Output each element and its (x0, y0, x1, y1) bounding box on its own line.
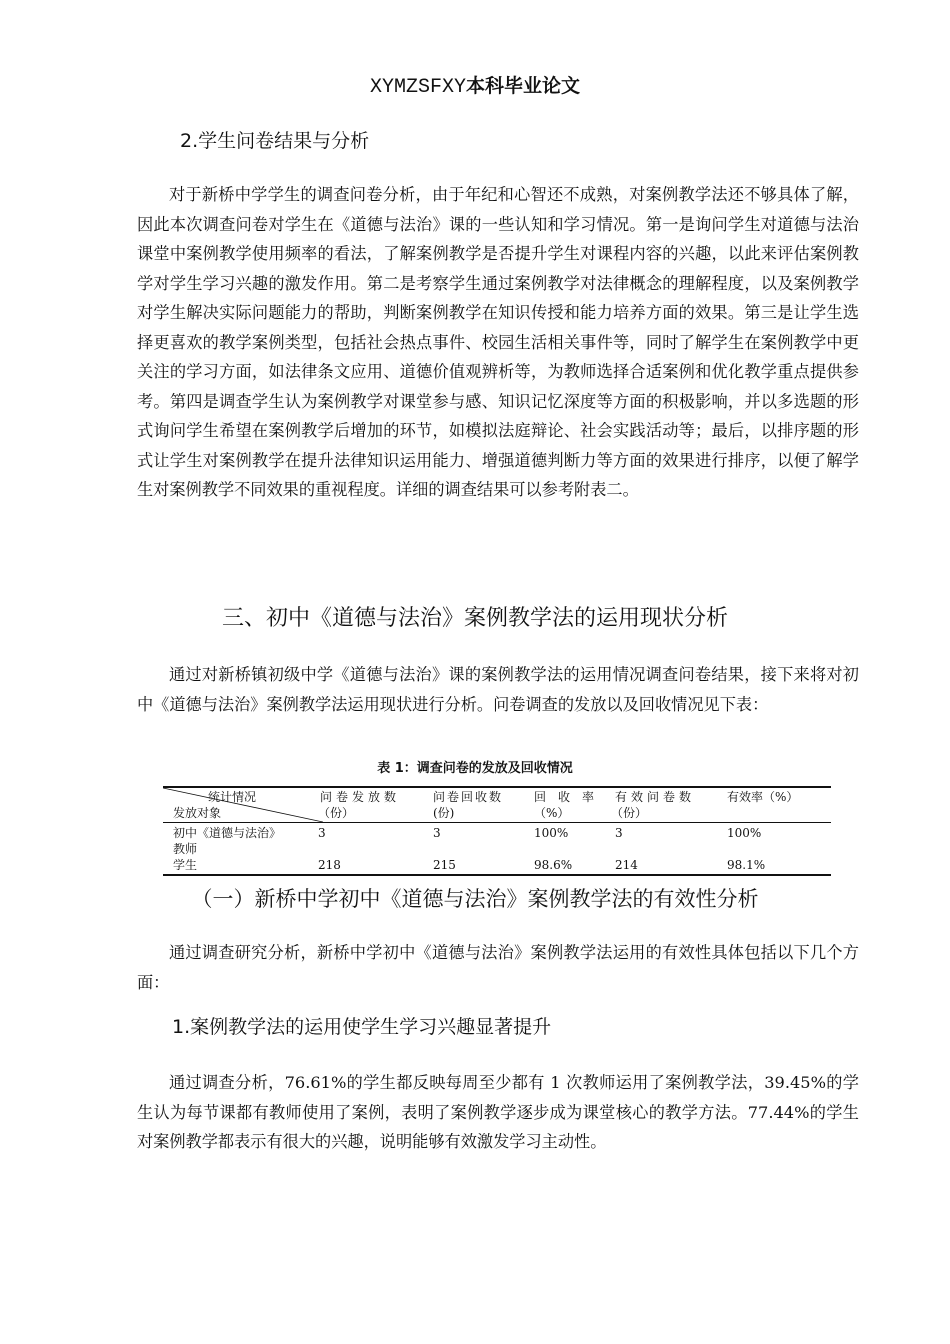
header-title: 本科毕业论文 (466, 75, 581, 97)
table1-caption: 表 1：调查问卷的发放及回收情况 (377, 761, 573, 776)
survey-table (163, 786, 831, 876)
row-teacher-label-2: 教师 (173, 842, 198, 856)
col-header-valid: 有效问卷数 (615, 790, 696, 804)
chapter3-paragraph: 通过对新桥镇初级中学《道德与法治》课的案例教学法的运用情况调查问卷结果，接下来将对初中《道德与法治》案例教学法运用现状进行分析。问卷调查的发放以及回收情况见下表： (137, 665, 859, 714)
col-header-return-rate-unit: （%） (534, 806, 570, 820)
table-cell: 3 (615, 826, 623, 840)
table-cell: 100% (727, 826, 762, 840)
point1-paragraph: 通过调查分析，76.61%的学生都反映每周至少都有 1 次教师运用了案例教学法，39.45%的学生认为每节课都有教师使用了案例，表明了案例教学逐步成为课堂核心的教学方法。77.44%的学生对案例教学都表示有很大的兴趣，说明能够有效激发学习主动性。 (137, 1073, 859, 1151)
table-cell: 3 (433, 826, 441, 840)
table-cell: 218 (318, 858, 341, 872)
table-cell: 215 (433, 858, 456, 872)
subsection1-heading: （一）新桥中学初中《道德与法治》案例教学法的有效性分析 (191, 887, 759, 911)
point1-heading: 1.案例教学法的运用使学生学习兴趣显著提升 (172, 1016, 552, 1038)
table-cell: 3 (318, 826, 326, 840)
col-header-returned: 问卷回收数 (433, 790, 504, 804)
row-teacher-label-1: 初中《道德与法治》 (173, 826, 282, 840)
col-header-issued: 问卷发放数 (320, 790, 401, 804)
corner-top-label: 统计情况 (208, 790, 257, 804)
page-header (0, 72, 950, 101)
table-cell: 214 (615, 858, 638, 872)
col-header-issued-unit: （份） (318, 806, 355, 820)
row-student-label: 学生 (173, 858, 198, 872)
table-header-rule (163, 822, 831, 823)
col-header-returned-unit: (份) (433, 806, 455, 820)
subsection1-paragraph: 通过调查研究分析，新桥中学初中《道德与法治》案例教学法运用的有效性具体包括以下几个方面： (137, 943, 859, 992)
header-latin: XYMZSFXY (369, 76, 466, 99)
table-cell: 100% (534, 826, 569, 840)
col-header-return-rate: 回 收 率 (534, 790, 595, 804)
student-section-heading: 2.学生问卷结果与分析 (180, 130, 370, 152)
chapter3-heading: 三、初中《道德与法治》案例教学法的运用现状分析 (221, 606, 728, 631)
col-header-valid-rate: 有效率（%） (727, 790, 799, 804)
table-cell: 98.6% (534, 858, 573, 872)
student-section-paragraph: 对于新桥中学学生的调查问卷分析，由于年纪和心智还不成熟，对案例教学法还不够具体了解，因此本次调查问卷对学生在《道德与法治》课的一些认知和学习情况。第一是询问学生对道德与法治课堂中案例教学使用频率的看法，了解案例教学是否提升学生对课程内容的兴趣，以此来评估案例教学对学生学习兴趣的激发作用。第二是考察学生通过案例教学对法律概念的理解程度，以及案例教学对学生解决实际问题能力的帮助，判断案例教学在知识传授和能力培养方面的效果。第三是让学生选择更喜欢的教学案例类型，包括社会热点事件、校园生活相关事件等，同时了解学生在案例教学中更关注的学习方面，如法律条文应用、道德价值观辨析等，为教师选择合适案例和优化教学重点提供参考。第四是调查学生认为案例教学对课堂参与感、知识记忆深度等方面的积极影响，并以多选题的形式询问学生希望在案例教学后增加的环节，如模拟法庭辩论、社会实践活动等；最后，以排序题的形式让学生对案例教学在提升法律知识运用能力、增强道德判断力等方面的效果进行排序，以便了解学生对案例教学不同效果的重视程度。详细的调查结果可以参考附表二。 (137, 185, 859, 499)
corner-bottom-label: 发放对象 (173, 806, 222, 820)
col-header-valid-unit: （份） (611, 806, 648, 820)
table-cell: 98.1% (727, 858, 766, 872)
